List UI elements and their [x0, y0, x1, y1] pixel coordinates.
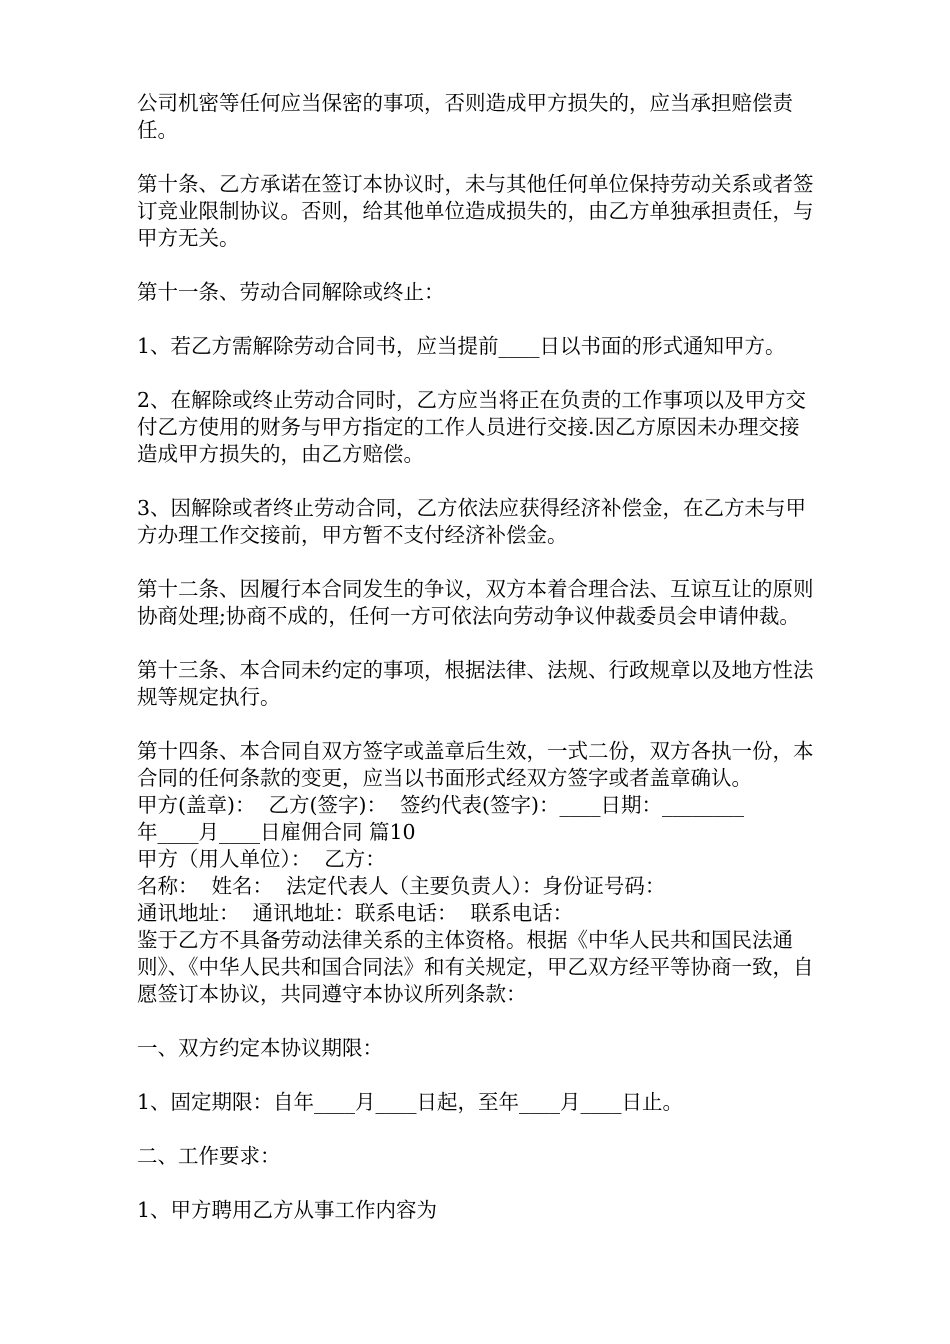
paragraph: 1、甲方聘用乙方从事工作内容为 — [137, 1198, 438, 1222]
address-line: 通讯地址： 通讯地址：联系电话： 联系电话： — [137, 901, 574, 925]
paragraph: 1、固定期限：自年____月____日起，至年____月____日止。 — [137, 1090, 684, 1114]
paragraph: 2、在解除或终止劳动合同时，乙方应当将正在负责的工作事项以及甲方交付乙方使用的财务与甲方指定的工作人员进行交接.因乙方原因未办理交接造成甲方损失的，由乙方赔偿。 — [137, 388, 807, 466]
paragraph: 第十三条、本合同未约定的事项，根据法律、法规、行政规章以及地方性法规等规定执行。 — [137, 658, 814, 709]
paragraph: 1、若乙方需解除劳动合同书，应当提前____日以书面的形式通知甲方。 — [137, 334, 786, 358]
paragraph: 第十条、乙方承诺在签订本协议时，未与其他任何单位保持劳动关系或者签订竞业限制协议。否则，给其他单位造成损失的，由乙方单独承担责任，与甲方无关。 — [137, 172, 814, 250]
names-line: 名称： 姓名： 法定代表人（主要负责人）：身份证号码： — [137, 874, 666, 898]
signature-line: 甲方(盖章)： 乙方(签字)： 签约代表(签字)：____日期：________ — [137, 793, 745, 817]
date-title-line: 年____月____日雇佣合同 篇10 — [137, 820, 416, 844]
section-heading: 一、双方约定本协议期限： — [137, 1036, 383, 1060]
paragraph: 公司机密等任何应当保密的事项，否则造成甲方损失的，应当承担赔偿责任。 — [137, 91, 793, 142]
intro-paragraph: 鉴于乙方不具备劳动法律关系的主体资格。根据《中华人民共和国民法通则》、《中华人民共和国合同法》和有关规定，甲乙双方经平等协商一致，自愿签订本协议，共同遵守本协议所列条款： — [137, 928, 814, 1006]
document-body — [137, 90, 817, 1251]
signature-block — [137, 792, 817, 927]
section-heading: 二、工作要求： — [137, 1144, 281, 1168]
paragraph: 3、因解除或者终止劳动合同，乙方依法应获得经济补偿金，在乙方未与甲方办理工作交接前，甲方暂不支付经济补偿金。 — [137, 496, 807, 547]
paragraph: 第十二条、因履行本合同发生的争议，双方本着合理合法、互谅互让的原则协商处理;协商不成的，任何一方可依法向劳动争议仲裁委员会申请仲裁。 — [137, 577, 814, 628]
section-heading: 第十一条、劳动合同解除或终止： — [137, 280, 445, 304]
parties-line: 甲方（用人单位）： 乙方： — [137, 847, 386, 871]
paragraph: 第十四条、本合同自双方签字或盖章后生效，一式二份，双方各执一份，本合同的任何条款的变更，应当以书面形式经双方签字或者盖章确认。 — [137, 739, 814, 790]
